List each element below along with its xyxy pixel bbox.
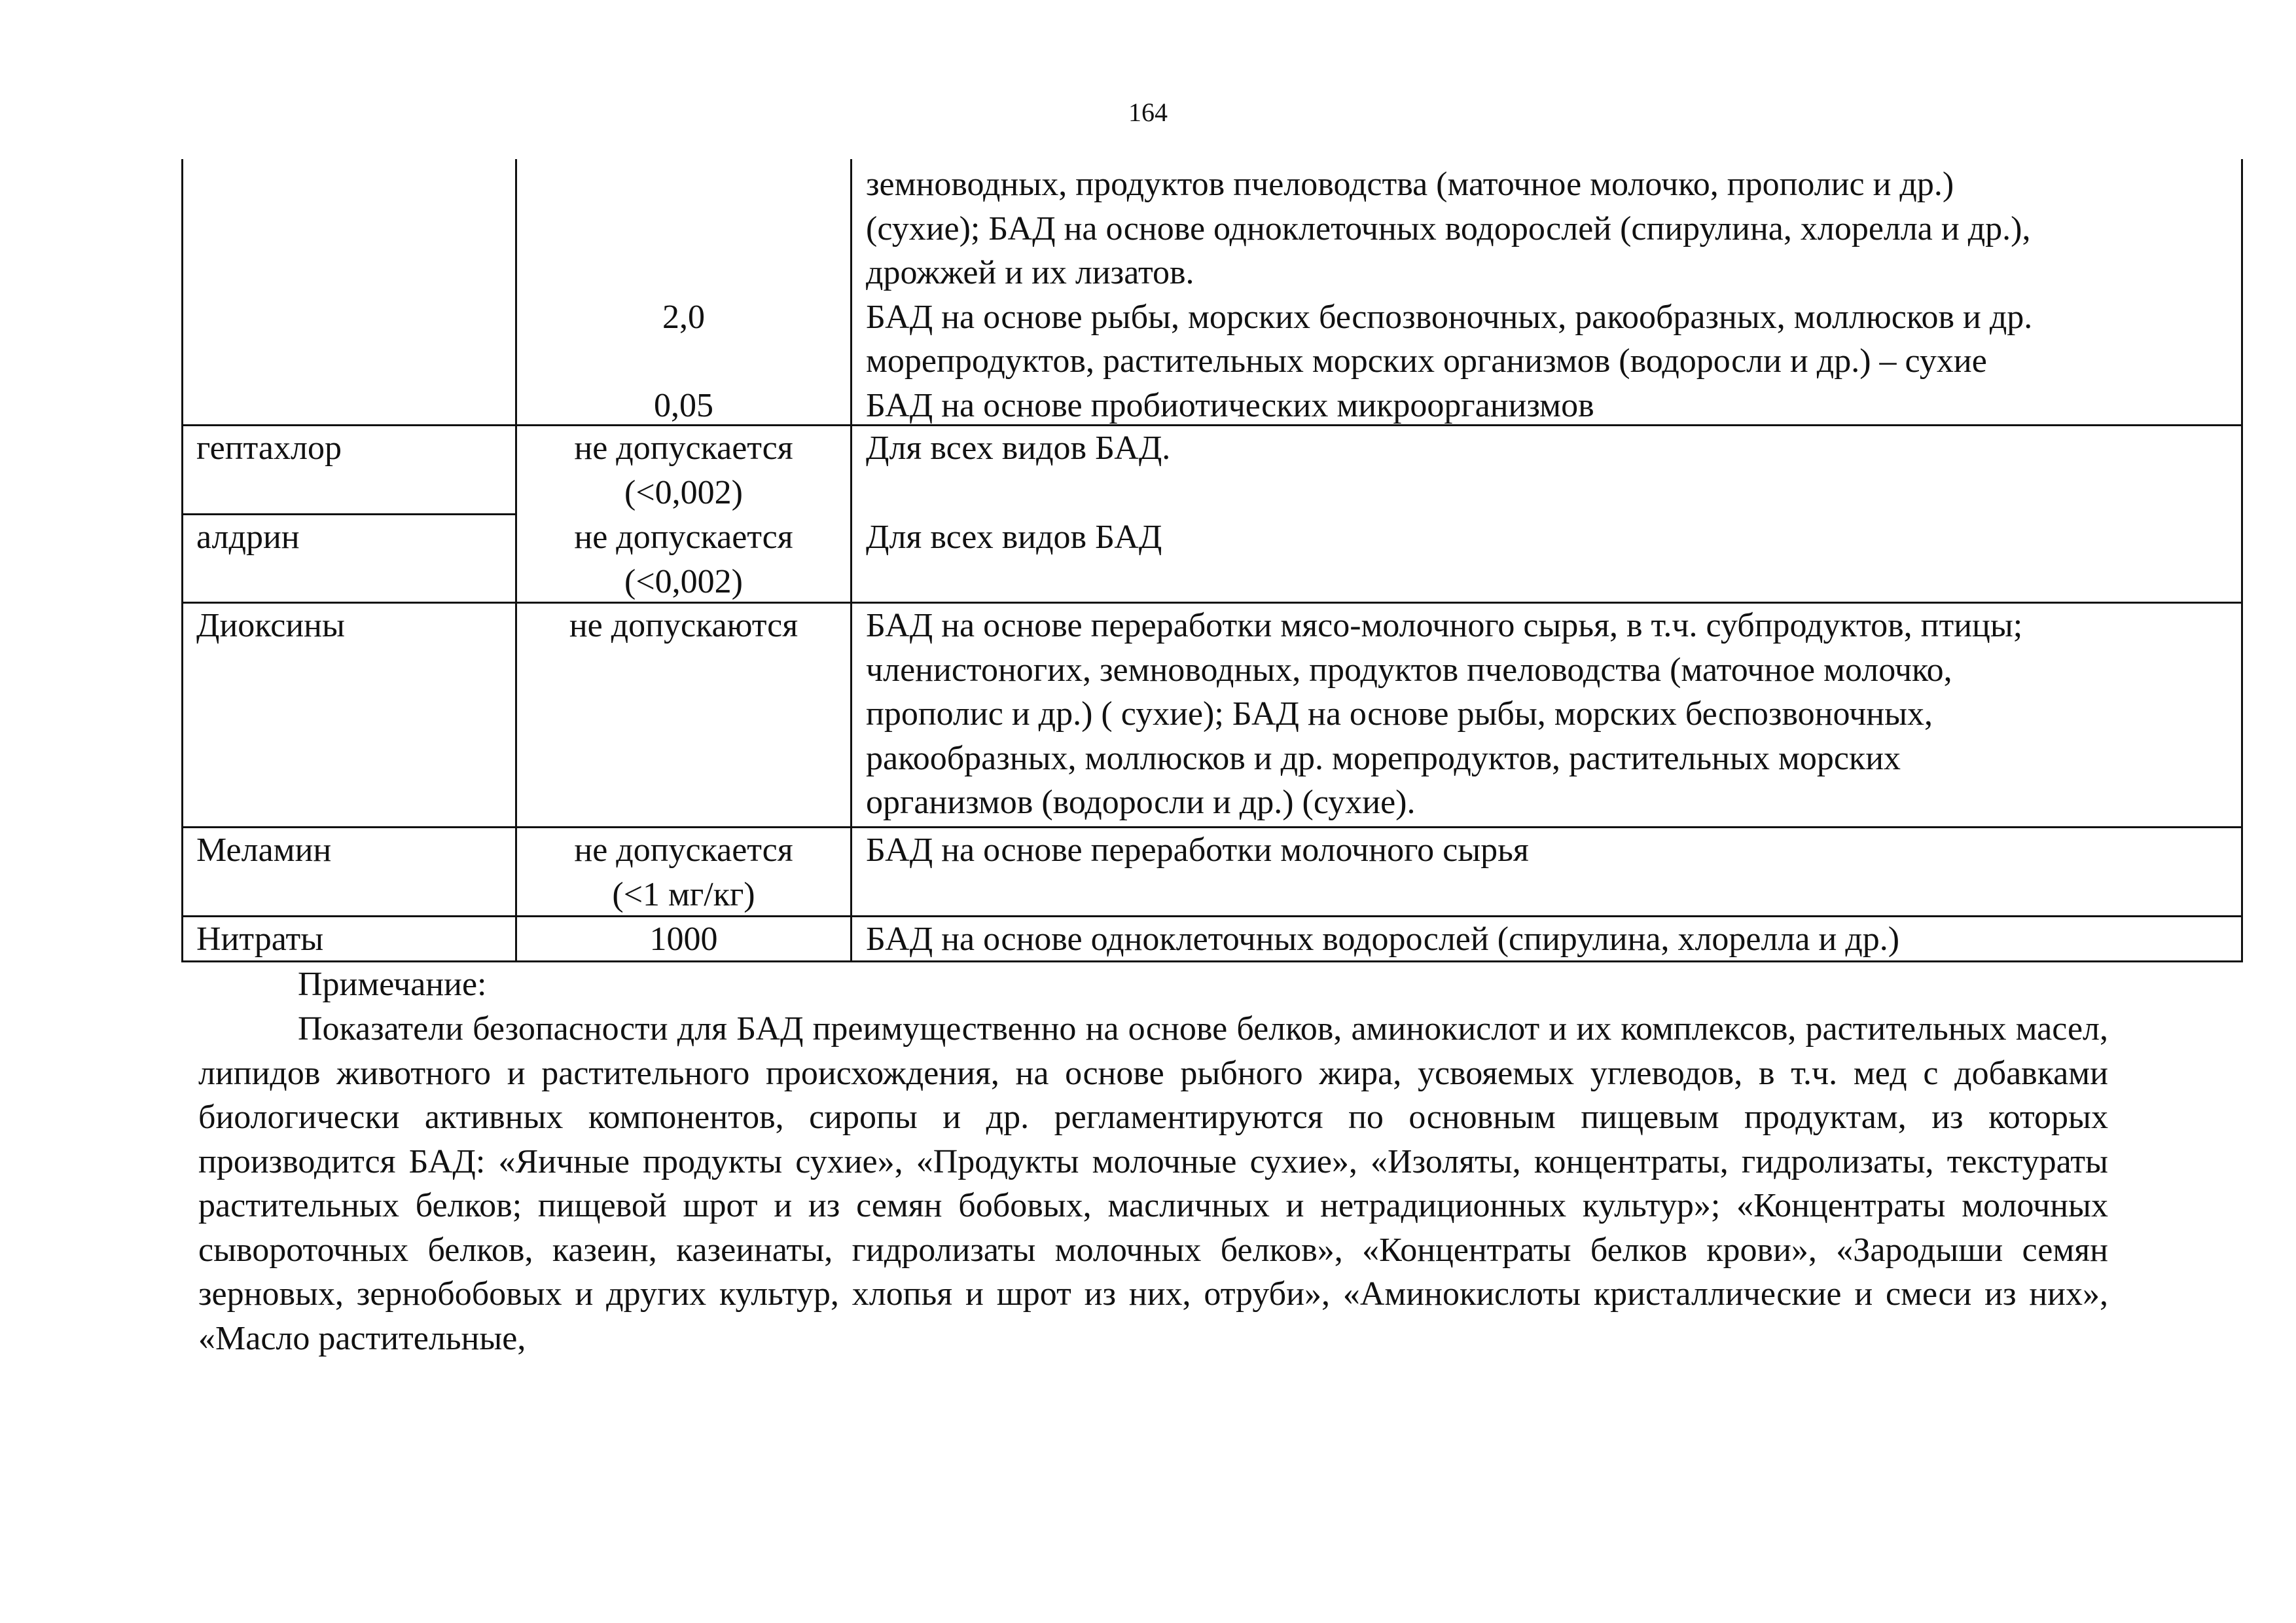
table-cell-value: не допускается (<1 мг/кг) [574,831,793,913]
table-cell-description: Для всех видов БАД [866,519,1162,556]
table-cell-description: земноводных, продуктов пчеловодства (маточное молочко, прополис и др.) (сухие); БАД на основе одноклеточных водорослей (спирулина, хлорелла и др.), дрожжей и их лизатов. БАД на основе рыбы, морских беспозвоночных, ракообразных, моллюсков и др. морепродуктов, растительных морских организмов (водоросли и др.) – сухие БАД на основе пробиотических микроорганизмов [866,166,2033,424]
table-cell-value: 1000 [649,921,718,958]
table-cell-value: не допускаются [569,607,798,644]
note-heading: Примечание: [298,966,487,1003]
table-cell-name: Диоксины [196,607,345,644]
table-cell-value: 2,0 0,05 [654,298,713,424]
table-cell-description: Для всех видов БАД. [866,429,1171,467]
table-cell-name: алдрин [196,519,300,556]
table-rule [181,159,183,962]
table-cell-name: Нитраты [196,921,324,958]
note-paragraph: Показатели безопасности для БАД преимущественно на основе белков, аминокислот и их комплексов, растительных масел, липидов животного и растительного происхождения, на основе рыбного жира, усвояемых углеводов, в т.ч. мед с добавками биологически активных компонентов, сиропы и др. регламентируются по основным пищевым продуктам, из которых производится БАД: «Яичные продукты сухие», «Продукты молочные сухие», «Изоляты, концентраты, гидролизаты, текстураты растительных белков; пищевой шрот и из семян бобовых, масличных и нетрадиционных культур»; «Концентраты молочных сывороточных белков, казеин, казеинаты, гидролизаты молочных белков», «Концентраты белков крови», «Зародыши семян зерновых, зернобобовых и других культур, хлопья и шрот из них, отруби», «Аминокислоты кристаллические и смеси из них», «Масло растительные, [198,1010,2108,1357]
table-cell-description: БАД на основе переработки мясо-молочного сырья, в т.ч. субпродуктов, птицы; членистоногих, земноводных, продуктов пчеловодства (маточное молочко, прополис и др.) ( сухие); БАД на основе рыбы, морских беспозвоночных, ракообразных, моллюсков и др. морепродуктов, растительных морских организмов (водоросли и др.) (сухие). [866,607,2023,821]
table-rule [2241,159,2243,962]
table-cell-description: БАД на основе одноклеточных водорослей (спирулина, хлорелла и др.) [866,921,1900,958]
table-cell-value: не допускается (<0,002) [574,519,793,600]
table-cell-name: Меламин [196,831,332,869]
table-rule [850,159,852,962]
page-number: 164 [1128,98,1168,127]
table-cell-value: не допускается (<0,002) [574,429,793,511]
table-cell-name: гептахлор [196,429,342,467]
table-cell-description: БАД на основе переработки молочного сырья [866,831,1529,869]
